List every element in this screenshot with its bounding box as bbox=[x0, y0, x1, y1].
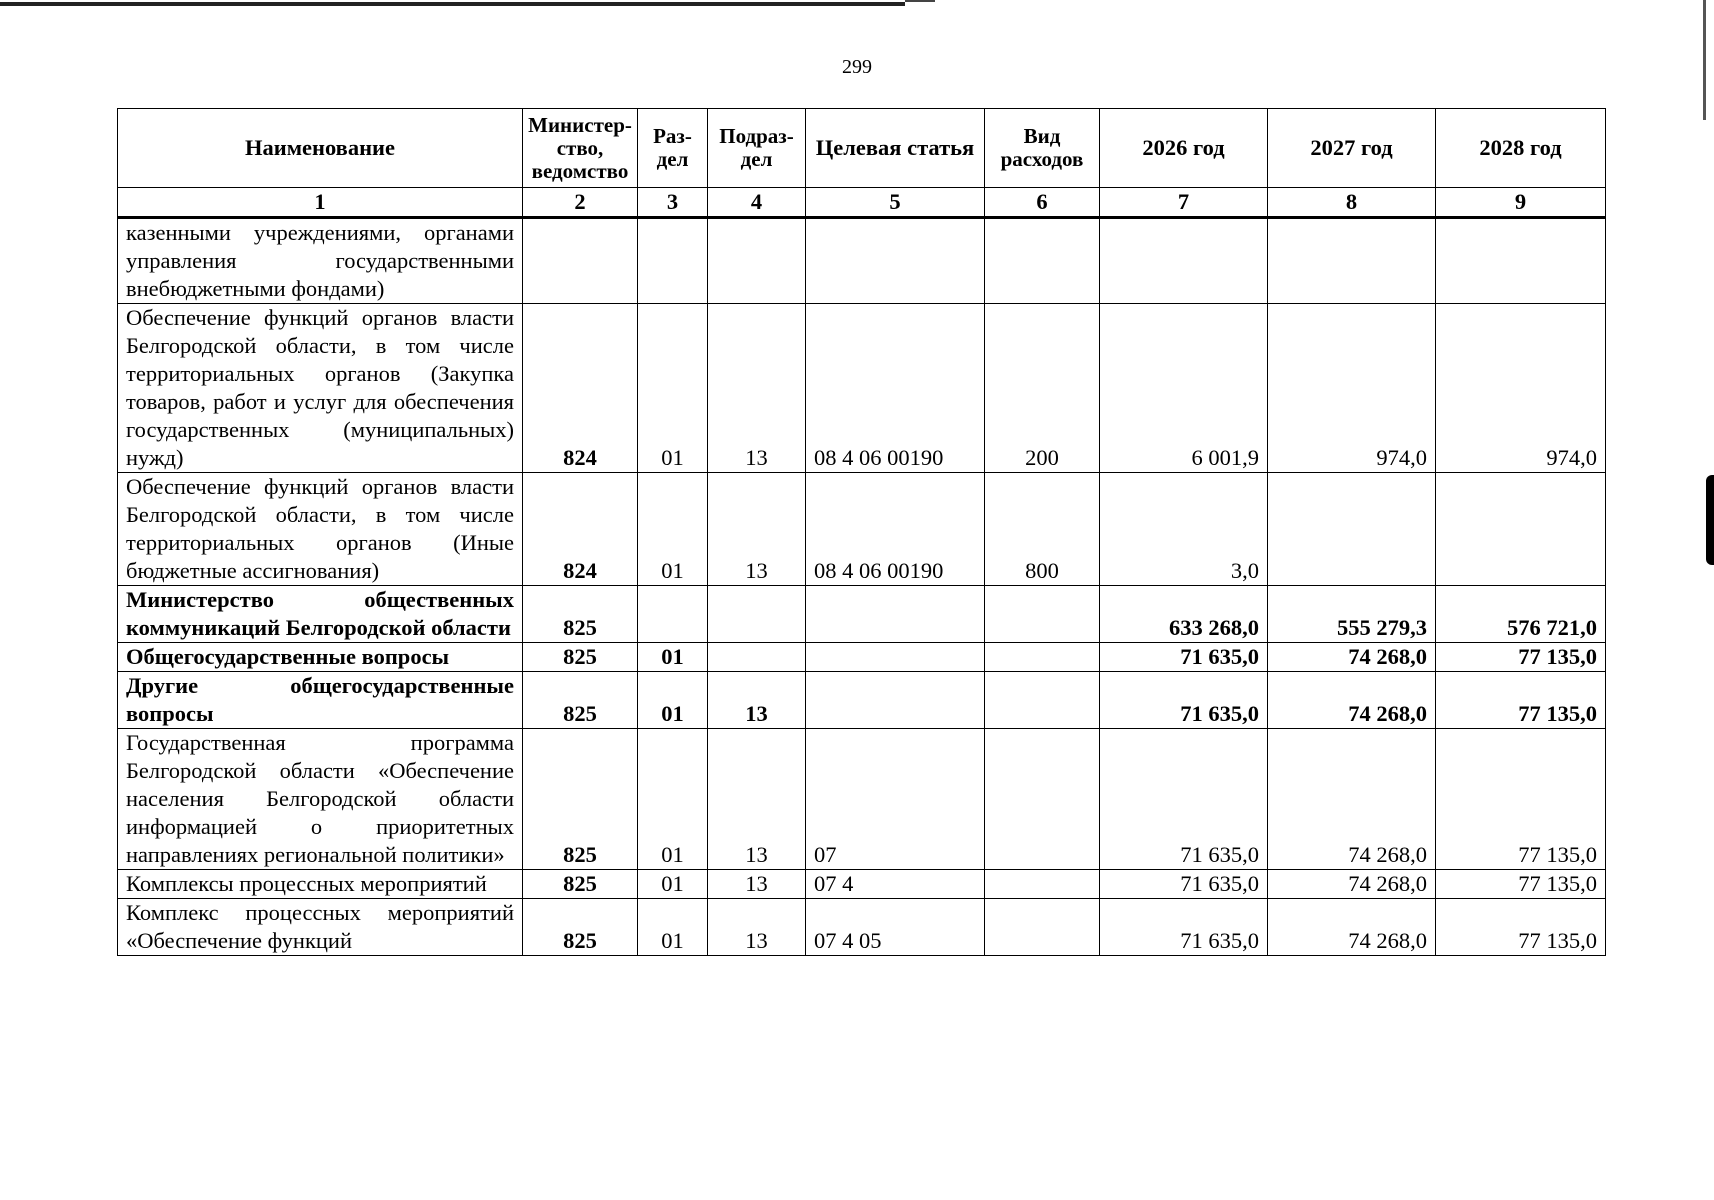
row-target-article bbox=[806, 218, 985, 304]
row-section: 01 bbox=[638, 304, 708, 473]
row-amount-2026: 6 001,9 bbox=[1100, 304, 1268, 473]
row-amount-2028: 77 135,0 bbox=[1436, 899, 1606, 956]
row-name: казенными учреждениями, органами управления государственными внебюджетными фондами) bbox=[118, 218, 523, 304]
row-target-article: 07 4 bbox=[806, 870, 985, 899]
row-amount-2026 bbox=[1100, 218, 1268, 304]
row-subsection bbox=[708, 586, 806, 643]
row-ministry: 824 bbox=[523, 304, 638, 473]
row-amount-2028: 576 721,0 bbox=[1436, 586, 1606, 643]
column-number: 8 bbox=[1268, 188, 1436, 218]
row-ministry: 825 bbox=[523, 899, 638, 956]
row-name: Общегосударственные вопросы bbox=[118, 643, 523, 672]
column-number: 6 bbox=[985, 188, 1100, 218]
column-number: 4 bbox=[708, 188, 806, 218]
row-subsection: 13 bbox=[708, 899, 806, 956]
row-subsection: 13 bbox=[708, 473, 806, 586]
header-name: Наименование bbox=[118, 109, 523, 188]
row-amount-2026: 71 635,0 bbox=[1100, 672, 1268, 729]
header-2026: 2026 год bbox=[1100, 109, 1268, 188]
row-amount-2027: 74 268,0 bbox=[1268, 899, 1436, 956]
table-row bbox=[118, 729, 1606, 870]
row-expense-type bbox=[985, 643, 1100, 672]
table-row bbox=[118, 672, 1606, 729]
row-section: 01 bbox=[638, 899, 708, 956]
row-expense-type bbox=[985, 586, 1100, 643]
row-amount-2028 bbox=[1436, 218, 1606, 304]
row-expense-type bbox=[985, 218, 1100, 304]
row-target-article: 08 4 06 00190 bbox=[806, 304, 985, 473]
row-expense-type: 800 bbox=[985, 473, 1100, 586]
scan-border-top bbox=[0, 2, 905, 6]
row-ministry: 825 bbox=[523, 643, 638, 672]
row-amount-2026: 71 635,0 bbox=[1100, 729, 1268, 870]
table-row bbox=[118, 586, 1606, 643]
scan-border-top-thin bbox=[905, 0, 935, 2]
row-amount-2028: 77 135,0 bbox=[1436, 729, 1606, 870]
row-subsection: 13 bbox=[708, 304, 806, 473]
row-target-article bbox=[806, 672, 985, 729]
header-2027: 2027 год bbox=[1268, 109, 1436, 188]
row-expense-type bbox=[985, 899, 1100, 956]
row-expense-type bbox=[985, 870, 1100, 899]
table-row bbox=[118, 643, 1606, 672]
row-amount-2026: 71 635,0 bbox=[1100, 643, 1268, 672]
row-amount-2027: 74 268,0 bbox=[1268, 643, 1436, 672]
row-section: 01 bbox=[638, 643, 708, 672]
column-number: 2 bbox=[523, 188, 638, 218]
column-number: 5 bbox=[806, 188, 985, 218]
row-subsection bbox=[708, 218, 806, 304]
row-ministry: 824 bbox=[523, 473, 638, 586]
row-amount-2028: 77 135,0 bbox=[1436, 870, 1606, 899]
row-subsection bbox=[708, 643, 806, 672]
row-section: 01 bbox=[638, 729, 708, 870]
row-target-article bbox=[806, 586, 985, 643]
table-row bbox=[118, 473, 1606, 586]
row-section bbox=[638, 586, 708, 643]
row-name: Министерство общественных коммуникаций Белгородской области bbox=[118, 586, 523, 643]
row-section: 01 bbox=[638, 870, 708, 899]
budget-table bbox=[117, 108, 1606, 956]
table-row bbox=[118, 218, 1606, 304]
row-amount-2028: 974,0 bbox=[1436, 304, 1606, 473]
row-amount-2028 bbox=[1436, 473, 1606, 586]
row-subsection: 13 bbox=[708, 672, 806, 729]
scan-artifact-mark bbox=[1706, 475, 1714, 565]
header-section: Раз-дел bbox=[638, 109, 708, 188]
row-amount-2027: 974,0 bbox=[1268, 304, 1436, 473]
row-target-article: 07 bbox=[806, 729, 985, 870]
row-amount-2027 bbox=[1268, 473, 1436, 586]
row-amount-2027: 555 279,3 bbox=[1268, 586, 1436, 643]
row-expense-type: 200 bbox=[985, 304, 1100, 473]
table-row bbox=[118, 899, 1606, 956]
row-name: Комплексы процессных мероприятий bbox=[118, 870, 523, 899]
row-expense-type bbox=[985, 672, 1100, 729]
column-number: 3 bbox=[638, 188, 708, 218]
column-number-row bbox=[118, 188, 1606, 218]
row-subsection: 13 bbox=[708, 870, 806, 899]
header-2028: 2028 год bbox=[1436, 109, 1606, 188]
header-expense-type: Вид расходов bbox=[985, 109, 1100, 188]
row-section bbox=[638, 218, 708, 304]
header-ministry: Министер-ство, ведомство bbox=[523, 109, 638, 188]
row-name: Комплекс процессных мероприятий «Обеспечение функций bbox=[118, 899, 523, 956]
row-section: 01 bbox=[638, 672, 708, 729]
header-target-article: Целевая статья bbox=[806, 109, 985, 188]
row-amount-2028: 77 135,0 bbox=[1436, 672, 1606, 729]
row-amount-2028: 77 135,0 bbox=[1436, 643, 1606, 672]
row-target-article bbox=[806, 643, 985, 672]
row-ministry: 825 bbox=[523, 672, 638, 729]
page-number: 299 bbox=[842, 56, 872, 78]
row-amount-2026: 3,0 bbox=[1100, 473, 1268, 586]
row-amount-2026: 71 635,0 bbox=[1100, 870, 1268, 899]
row-ministry: 825 bbox=[523, 586, 638, 643]
table-row bbox=[118, 870, 1606, 899]
row-amount-2027: 74 268,0 bbox=[1268, 870, 1436, 899]
row-amount-2026: 71 635,0 bbox=[1100, 899, 1268, 956]
row-amount-2027: 74 268,0 bbox=[1268, 672, 1436, 729]
row-ministry bbox=[523, 218, 638, 304]
row-expense-type bbox=[985, 729, 1100, 870]
column-number: 7 bbox=[1100, 188, 1268, 218]
row-target-article: 07 4 05 bbox=[806, 899, 985, 956]
header-subsection: Подраз-дел bbox=[708, 109, 806, 188]
table-row bbox=[118, 304, 1606, 473]
row-name: Другие общегосударственные вопросы bbox=[118, 672, 523, 729]
row-name: Обеспечение функций органов власти Белгородской области, в том числе территориальных органов (Иные бюджетные ассигнования) bbox=[118, 473, 523, 586]
row-name: Государственная программа Белгородской области «Обеспечение населения Белгородской области информацией о приоритетных направлениях региональной политики» bbox=[118, 729, 523, 870]
column-number: 1 bbox=[118, 188, 523, 218]
column-number: 9 bbox=[1436, 188, 1606, 218]
row-ministry: 825 bbox=[523, 870, 638, 899]
row-amount-2027: 74 268,0 bbox=[1268, 729, 1436, 870]
row-amount-2027 bbox=[1268, 218, 1436, 304]
row-subsection: 13 bbox=[708, 729, 806, 870]
row-name: Обеспечение функций органов власти Белгородской области, в том числе территориальных органов (Закупка товаров, работ и услуг для обеспечения государственных (муниципальных) нужд) bbox=[118, 304, 523, 473]
row-ministry: 825 bbox=[523, 729, 638, 870]
row-section: 01 bbox=[638, 473, 708, 586]
row-amount-2026: 633 268,0 bbox=[1100, 586, 1268, 643]
row-target-article: 08 4 06 00190 bbox=[806, 473, 985, 586]
header-row bbox=[118, 109, 1606, 188]
